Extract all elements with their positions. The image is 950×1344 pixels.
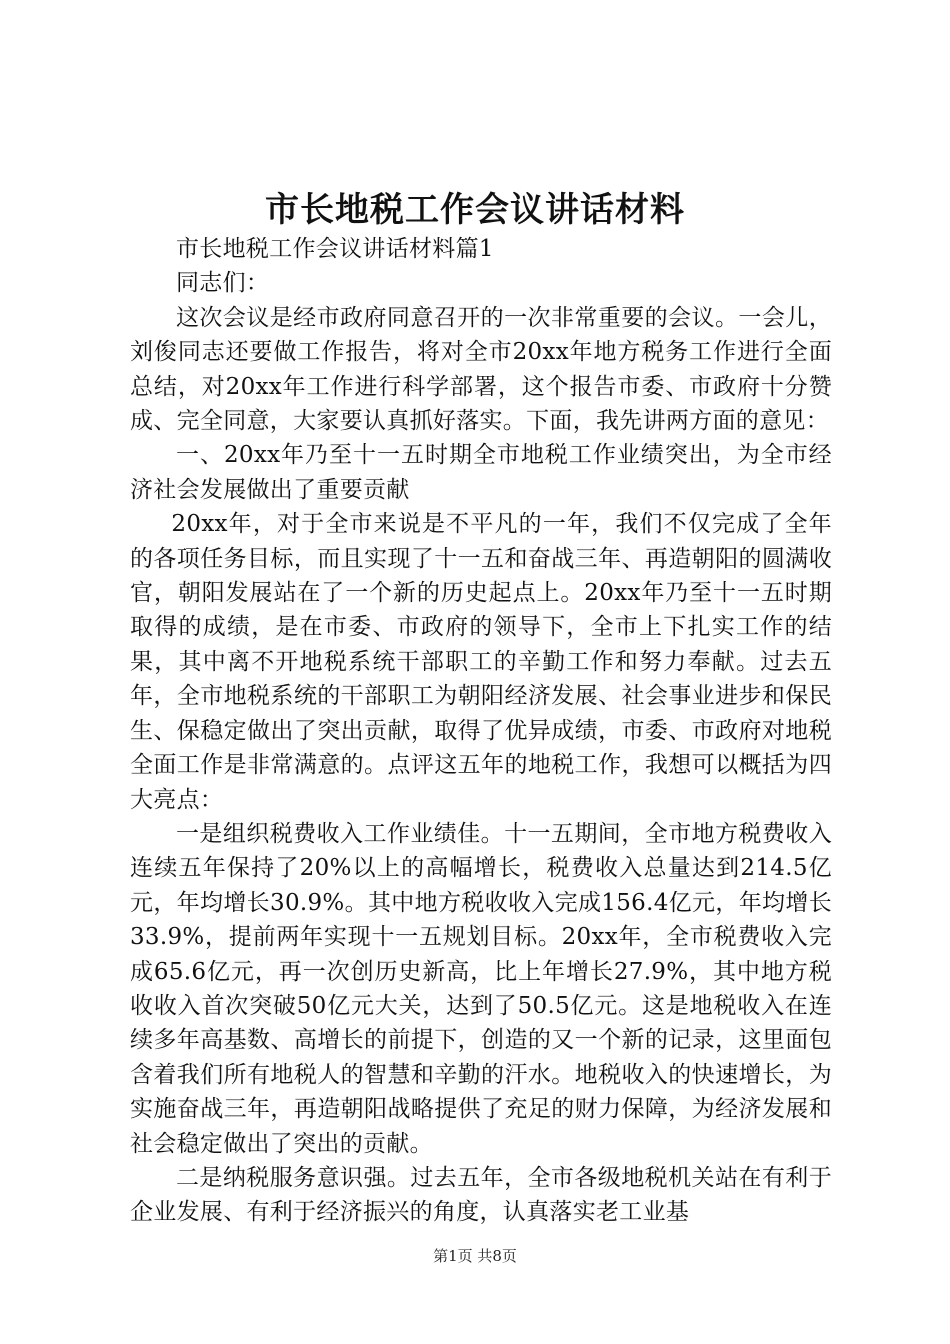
paragraph-heading-one: 一、20xx年乃至十一五时期全市地税工作业绩突出，为全市经济社会发展做出了重要贡献 <box>130 442 832 503</box>
document-body <box>130 232 832 1230</box>
salutation: 同志们： <box>176 270 270 297</box>
paragraph-highlight-two: 二是纳税服务意识强。过去五年，全市各级地税机关站在有利于企业发展、有利于经济振兴的角度，认真落实老工业基 <box>130 1164 832 1226</box>
paragraph-achievements: 20xx年，对于全市来说是不平凡的一年，我们不仅完成了全年的各项任务目标，而且实现了十一五和奋战三年、再造朝阳的圆满收官，朝阳发展站在了一个新的历史起点上。20xx年乃至十一五时期取得的成绩，是在市委、市政府的领导下，全市上下扎实工作的结果，其中离不开地税系统干部职工的辛勤工作和努力奉献。过去五年，全市地税系统的干部职工为朝阳经济发展、社会事业进步和保民生、保稳定做出了突出贡献，取得了优异成绩，市委、市政府对地税全面工作是非常满意的。点评这五年的地税工作，我想可以概括为四大亮点： <box>130 511 832 813</box>
paragraph-intro: 这次会议是经市政府同意召开的一次非常重要的会议。一会儿，刘俊同志还要做工作报告，将对全市20xx年地方税务工作进行全面总结，对20xx年工作进行科学部署，这个报告市委、市政府十分赞成、完全同意，大家要认真抓好落实。下面，我先讲两方面的意见： <box>130 304 832 435</box>
document-title: 市长地税工作会议讲话材料 <box>265 190 685 230</box>
section-heading: 市长地税工作会议讲话材料篇1 <box>176 236 494 262</box>
paragraph-highlight-one: 一是组织税费收入工作业绩佳。十一五期间，全市地方税费收入连续五年保持了20%以上的高幅增长，税费收入总量达到214.5亿元，年均增长30.9%。其中地方税收收入完成156.4亿元，年均增长33.9%，提前两年实现十一五规划目标。20xx年，全市税费收入完成65.6亿元，再一次创历史新高，比上年增长27.9%，其中地方税收收入首次突破50亿元大关，达到了50.5亿元。这是地税收入在连续多年高基数、高增长的前提下，创造的又一个新的记录，这里面包含着我们所有地税人的智慧和辛勤的汗水。地税收入的快速增长，为实施奋战三年，再造朝阳战略提供了充足的财力保障，为经济发展和社会稳定做出了突出的贡献。 <box>130 820 832 1157</box>
page-footer: 第1页 共8页 <box>433 1247 517 1265</box>
